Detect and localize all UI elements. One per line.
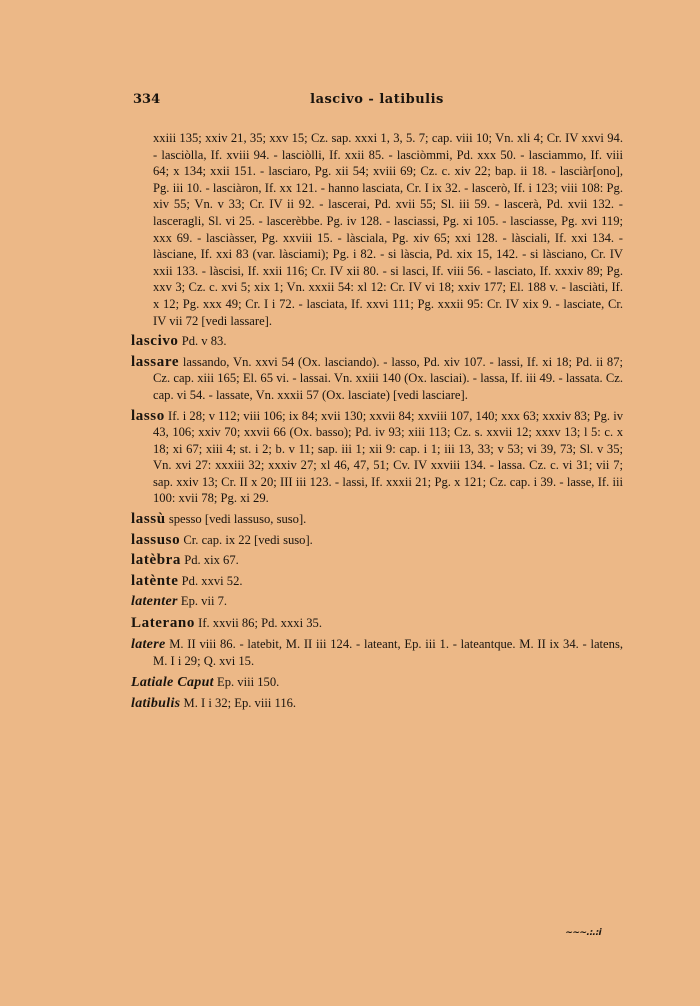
- headword: Latiale Caput: [131, 674, 214, 690]
- page-header: [131, 92, 623, 112]
- entry-text: Ep. vii 7.: [180, 594, 228, 609]
- entry-latibulis: [131, 695, 623, 713]
- entry-text: M. II viii 86. - latebit, M. II iii 124. - lateant, Ep. iii 1. - lateantque. M. II ix 34. - latens, M. I i 29; Q. xvi 15.: [153, 636, 623, 669]
- entry-lascivo: [131, 333, 623, 350]
- page-number: 334: [133, 92, 161, 107]
- headword: lasso: [131, 407, 165, 424]
- entry-lasso: [131, 408, 623, 508]
- headword: latenter: [131, 594, 178, 610]
- headword: lassare: [131, 353, 180, 370]
- entry-text: Pd. xxvi 52.: [181, 573, 243, 588]
- headword: latèbra: [131, 552, 182, 569]
- headword: latènte: [131, 572, 179, 589]
- entry-text: M. I i 32; Ep. viii 116.: [183, 696, 297, 711]
- entry-latiale-caput: [131, 674, 623, 692]
- printer-mark: ~~~.:.:i: [564, 928, 603, 938]
- entry-latere: [131, 636, 623, 670]
- entry-latenter: [131, 593, 623, 611]
- entry-text: If. i 28; v 112; viii 106; ix 84; xvii 130; xxvii 84; xxviii 107, 140; xxx 63; xxxiv 83; Pg. iv 43, 106; xxiv 70; xxvii 66 (Ox. basso); Pd. iv 93; xiii 113; Cz. s. xxvii 12; xxxv 13; l 5: c. x 18; xi 67; xiii 4; st. i 2; b. v 11; sap. iii 1; xii 9: cap. i 1; iii 13, 33; v 53; vi 39, 73; Sl. v 35; Vn. xvi 27: xxxiii 32; xxxiv 27; xl 46, 47, 51; Cv. IV xxviii 134. - lassa. Cz. c. vi 31; vii 7; sap. xxiv 13; Cr. II x 20; III iii 123. - lassi, If. xxxii 21; Pg. x 121; Cz. cap. i 39. - lasse, If. iii 100: xvii 78; Pg. xi 29.: [153, 408, 623, 506]
- entry-text: lassando, Vn. xxvi 54 (Ox. lasciando). - lasso, Pd. xiv 107. - lassi, If. xi 18; Pd. ii 87; Cz. cap. xiii 165; El. 65 vi. - lassai. Vn. xxiii 140 (Ox. lasciai). - lassa, If. iii 49. - lassata. Cz. cap. vi 54. - lassate, Vn. xxxii 57 (Ox. lasciate) [vedi lasciare].: [153, 354, 623, 402]
- entry-latebra: [131, 552, 623, 569]
- entry-continuation: [131, 130, 623, 329]
- entry-text: Ep. viii 150.: [217, 674, 280, 689]
- entry-text: If. xxvii 86; Pd. xxxi 35.: [198, 616, 322, 631]
- running-head: lascivo - latibulis: [310, 92, 444, 107]
- entry-text: xxiii 135; xxiv 21, 35; xxv 15; Cz. sap. xxxi 1, 3, 5. 7; cap. viii 10; Vn. xli 4; Cr. IV xxvi 94. - lasciòlla, If. xviii 94. - lasciòlli, If. xxii 85. - lasciòmmi, Pd. xxx 50. - lasciammo, If. viii 64; x 134; xxii 151. - lasciaro, Pg. xii 54; xviii 69; Cz. c. xiv 22; bap. ii 18. - lasciàr[ono], Pg. iii 10. - lasciàron, If. xx 121. - hanno lasciata, Cr. I ix 32. - lascerò, If. i 123; viii 108: Pg. xiv 55; Vn. v 33; Cr. IV ii 92. - lascerai, Pd. xvii 55; Sl. iii 59. - lascerà, Pd. xvii 132. - lasceragli, Sl. vi 25. - lascerèbbe. Pg. iv 128. - lasciassi, Pg. xi 105. - lasciasse, Pg. xvi 119; xxx 69. - lasciàsser, Pg. xxviii 15. - làsciala, Pg. xiv 65; xxi 128. - làsciali, If. xxi 134. - làsciane, If. xxi 83 (var. làsciami); Pg. i 82. - si làscia, Pd. xix 15, 142. - si làsciano, Cr. IV xxii 133. - làscisi, If. xxii 116; Cr. IV xii 80. - si lasci, If. viii 56. - lasciato, If. xxxiv 89; Pg. xxv 3; Cz. c. xvi 5; xix 1; Vn. xxxii 54: xl 12: Cr. IV vi 18; xxiv 177; El. 188 v. - lasciàti, If. x 12; Pg. xxx 49; Cr. I i 72. - lasciata, If. xxvi 111; Pg. xxxii 95: Cr. IV xix 9. - lasciate, Cr. IV vii 72 [vedi lassare].: [153, 131, 623, 328]
- entry-text: Cr. cap. ix 22 [vedi suso].: [183, 532, 313, 547]
- dictionary-body: [131, 130, 623, 713]
- entry-lassare: [131, 354, 623, 404]
- entry-lassuso: [131, 532, 623, 549]
- entry-latente: [131, 573, 623, 590]
- headword: lassù: [131, 511, 166, 528]
- entry-text: Pd. v 83.: [181, 334, 227, 349]
- entry-lassu: [131, 511, 623, 528]
- headword: latibulis: [131, 696, 181, 712]
- headword: latere: [131, 636, 166, 652]
- headword: lassuso: [131, 531, 181, 548]
- headword: lascivo: [131, 333, 179, 350]
- headword: Laterano: [131, 615, 195, 632]
- entry-text: Pd. xix 67.: [184, 553, 239, 568]
- entry-laterano: [131, 615, 623, 632]
- entry-text: spesso [vedi lassuso, suso].: [168, 512, 307, 527]
